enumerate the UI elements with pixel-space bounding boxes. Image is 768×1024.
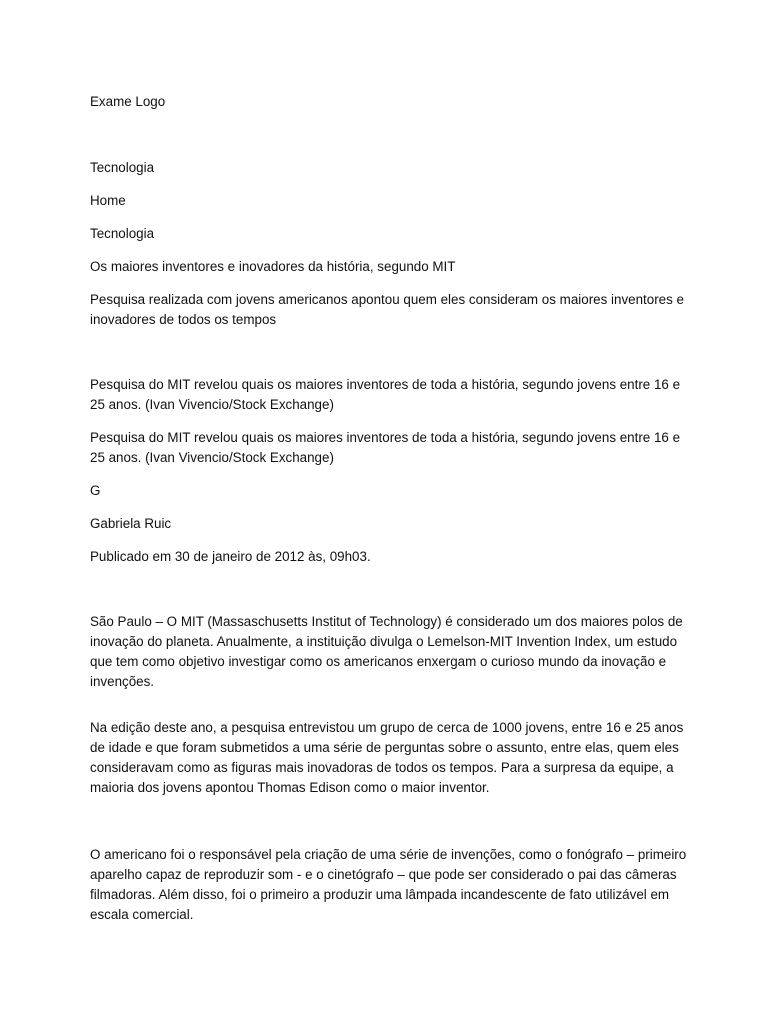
author-name: Gabriela Ruic — [90, 516, 172, 531]
article-paragraph: O americano foi o responsável pela criação de uma série de invenções, como o fonógrafo – primeiro aparelho capaz de reproduzir som - e o cinetógrafo – que pode ser considerado o pai das câmeras filmadoras. Além disso, foi o primeiro a produzir uma lâmpada incandescente de fato utilizável em escala comercial. — [90, 847, 687, 922]
breadcrumb-home[interactable]: Home — [90, 193, 126, 208]
publish-date: Publicado em 30 de janeiro de 2012 às, 09h03. — [90, 549, 371, 564]
article-paragraph: São Paulo – O MIT (Massaschusetts Institut of Technology) é considerado um dos maiores polos de inovação do planeta. Anualmente, a instituição divulga o Lemelson-MIT Invention Index, um estudo que tem como objetivo investigar como os americanos enxergam o curioso mundo da inovação e invenções. — [90, 614, 683, 689]
article-subtitle: Pesquisa realizada com jovens americanos apontou quem eles consideram os maiores inventores e inovadores de todos os tempos — [90, 292, 684, 327]
image-caption: Pesquisa do MIT revelou quais os maiores inventores de toda a história, segundo jovens entre 16 e 25 anos. (Ivan Vivencio/Stock Exchange) — [90, 430, 681, 465]
section-label: Tecnologia — [90, 160, 155, 175]
breadcrumb-section[interactable]: Tecnologia — [90, 226, 155, 241]
image-caption: Pesquisa do MIT revelou quais os maiores inventores de toda a história, segundo jovens entre 16 e 25 anos. (Ivan Vivencio/Stock Exchange) — [90, 377, 681, 412]
article-title: Os maiores inventores e inovadores da história, segundo MIT — [90, 259, 456, 274]
author-initial: G — [90, 483, 101, 498]
article-paragraph: Na edição deste ano, a pesquisa entrevistou um grupo de cerca de 1000 jovens, entre 16 e 25 anos de idade e que foram submetidos a uma série de perguntas sobre o assunto, entre elas, quem eles consideravam como as figuras mais inovadoras de todos os tempos. Para a surpresa da equipe, a maioria dos jovens apontou Thomas Edison como o maior inventor. — [90, 720, 684, 795]
logo-text: Exame Logo — [90, 94, 166, 109]
